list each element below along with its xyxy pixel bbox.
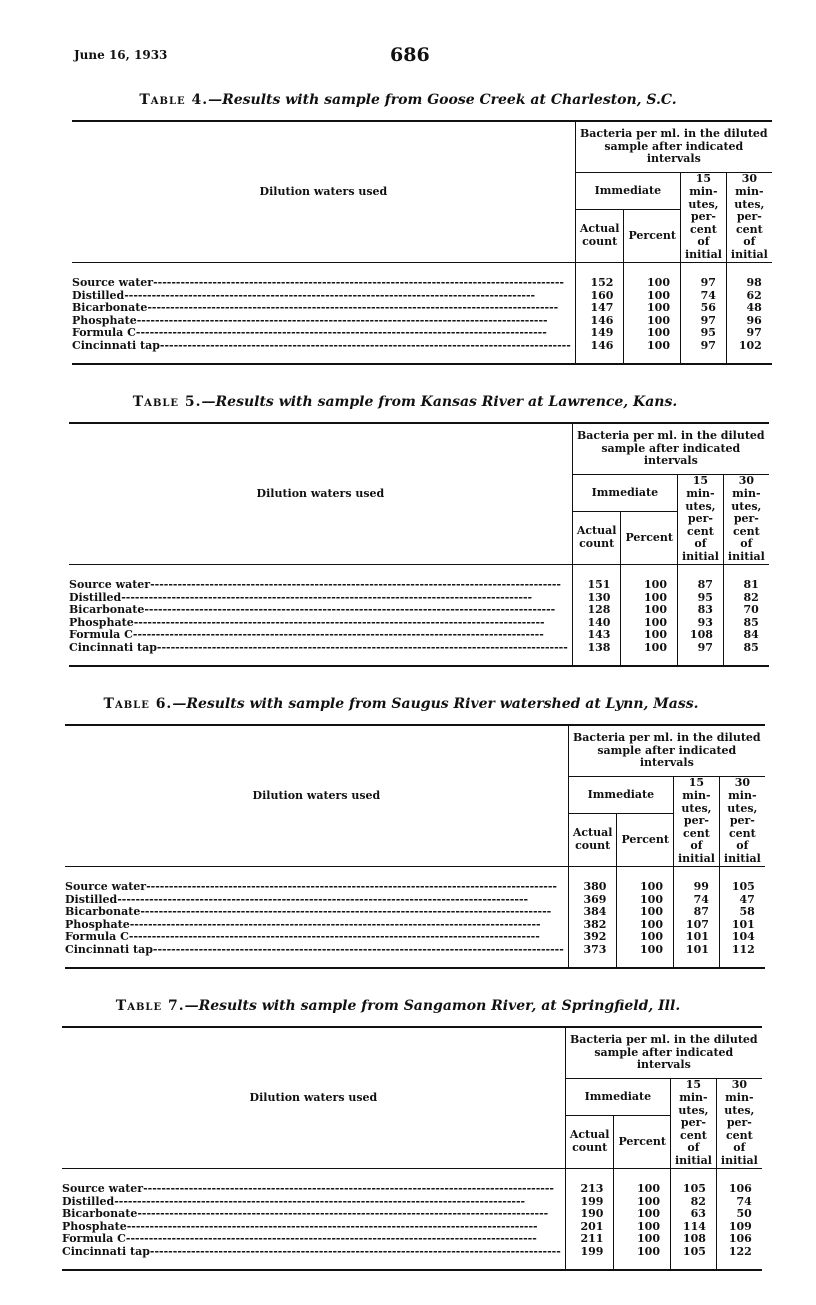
dilution-water-name: Phosphate bbox=[72, 314, 137, 327]
min30-cell: 58 bbox=[719, 906, 764, 919]
immediate-header: Immediate bbox=[575, 173, 680, 210]
row-label bbox=[72, 302, 575, 315]
min30-cell: 98 bbox=[726, 263, 771, 290]
dilution-header: Dilution waters used bbox=[65, 725, 568, 867]
actual-count-cell: 138 bbox=[572, 642, 621, 666]
actual-count-cell: 201 bbox=[565, 1221, 614, 1234]
min30-cell: 81 bbox=[723, 565, 768, 592]
min15-cell: 95 bbox=[677, 592, 723, 605]
actual-count-cell: 143 bbox=[572, 629, 621, 642]
row-label bbox=[65, 906, 568, 919]
min15-header: 15 min-utes, per-cent of initial bbox=[680, 173, 726, 263]
leader-dots: ------------------------------------------------------------------------------------------ bbox=[128, 931, 540, 944]
row-label bbox=[72, 340, 575, 364]
min30-cell: 82 bbox=[723, 592, 768, 605]
leader-dots: ------------------------------------------------------------------------------------------ bbox=[144, 604, 556, 617]
min30-cell: 85 bbox=[723, 642, 768, 666]
table-label: Table 5. bbox=[132, 394, 202, 410]
table-label: Table 7. bbox=[115, 998, 185, 1014]
dilution-water-name: Cincinnati tap bbox=[72, 339, 160, 352]
percent-cell: 100 bbox=[614, 1196, 671, 1209]
actual-count-cell: 160 bbox=[575, 290, 624, 303]
min15-cell: 97 bbox=[680, 315, 726, 328]
actual-count-cell: 130 bbox=[572, 592, 621, 605]
table-row bbox=[72, 263, 772, 290]
min15-cell: 108 bbox=[670, 1233, 716, 1246]
dilution-water-name: Distilled bbox=[62, 1195, 115, 1208]
actual-count-header: Actual count bbox=[568, 814, 617, 867]
row-label bbox=[62, 1196, 565, 1209]
percent-cell: 100 bbox=[617, 867, 674, 894]
dilution-water-name: Formula C bbox=[62, 1233, 126, 1246]
actual-count-cell: 213 bbox=[565, 1169, 614, 1196]
min30-header: 30 min-utes, per-cent of initial bbox=[719, 777, 764, 867]
row-label bbox=[62, 1221, 565, 1234]
row-label bbox=[69, 604, 572, 617]
table-caption bbox=[62, 998, 734, 1014]
min30-cell: 96 bbox=[726, 315, 771, 328]
percent-cell: 100 bbox=[621, 604, 678, 617]
dilution-water-name: Formula C bbox=[72, 327, 136, 340]
min15-cell: 95 bbox=[680, 327, 726, 340]
leader-dots: ------------------------------------------------------------------------------------------ bbox=[137, 1208, 549, 1221]
results-table bbox=[62, 1026, 762, 1271]
percent-cell: 100 bbox=[621, 565, 678, 592]
min30-cell: 74 bbox=[716, 1196, 761, 1209]
min15-cell: 105 bbox=[670, 1169, 716, 1196]
row-label bbox=[62, 1246, 565, 1270]
row-label bbox=[65, 867, 568, 894]
min15-cell: 83 bbox=[677, 604, 723, 617]
row-label bbox=[69, 629, 572, 642]
min15-cell: 101 bbox=[673, 931, 719, 944]
dilution-header: Dilution waters used bbox=[62, 1027, 565, 1169]
leader-dots: ------------------------------------------------------------------------------------------ bbox=[126, 1220, 538, 1233]
row-label bbox=[65, 931, 568, 944]
actual-count-cell: 380 bbox=[568, 867, 617, 894]
row-label bbox=[72, 315, 575, 328]
row-label bbox=[65, 919, 568, 932]
min30-header: 30 min-utes, per-cent of initial bbox=[716, 1079, 761, 1169]
percent-cell: 100 bbox=[614, 1233, 671, 1246]
min30-cell: 112 bbox=[719, 944, 764, 968]
dilution-water-name: Phosphate bbox=[65, 918, 130, 931]
dilution-water-name: Source water bbox=[69, 578, 151, 591]
table-row bbox=[62, 1169, 762, 1196]
percent-cell: 100 bbox=[624, 302, 681, 315]
dilution-water-name: Source water bbox=[72, 276, 154, 289]
percent-cell: 100 bbox=[624, 340, 681, 364]
percent-cell: 100 bbox=[621, 642, 678, 666]
leader-dots: ------------------------------------------------------------------------------------------ bbox=[136, 314, 548, 327]
actual-count-cell: 147 bbox=[575, 302, 624, 315]
min30-cell: 85 bbox=[723, 617, 768, 630]
actual-count-cell: 211 bbox=[565, 1233, 614, 1246]
min15-header: 15 min-utes, per-cent of initial bbox=[670, 1079, 716, 1169]
dilution-header: Dilution waters used bbox=[69, 423, 572, 565]
min15-cell: 105 bbox=[670, 1246, 716, 1270]
min30-cell: 97 bbox=[726, 327, 771, 340]
leader-dots: ------------------------------------------------------------------------------------------ bbox=[150, 578, 561, 591]
leader-dots: ------------------------------------------------------------------------------------------ bbox=[140, 906, 552, 919]
table-title: —Results with sample from Saugus River watershed at Lynn, Mass. bbox=[172, 696, 699, 712]
min30-cell: 70 bbox=[723, 604, 768, 617]
dilution-water-name: Formula C bbox=[69, 629, 133, 642]
row-label bbox=[69, 565, 572, 592]
row-label bbox=[69, 617, 572, 630]
min30-cell: 84 bbox=[723, 629, 768, 642]
table-row bbox=[69, 565, 769, 592]
actual-count-header: Actual count bbox=[565, 1116, 614, 1169]
actual-count-cell: 199 bbox=[565, 1196, 614, 1209]
table-row bbox=[62, 1208, 762, 1221]
min15-cell: 97 bbox=[677, 642, 723, 666]
percent-cell: 100 bbox=[621, 592, 678, 605]
dilution-water-name: Bicarbonate bbox=[69, 604, 145, 617]
leader-dots: ------------------------------------------------------------------------------------------ bbox=[114, 1195, 526, 1208]
table-5-block bbox=[69, 394, 765, 667]
actual-count-cell: 373 bbox=[568, 944, 617, 968]
percent-cell: 100 bbox=[624, 290, 681, 303]
actual-count-cell: 149 bbox=[575, 327, 624, 340]
min30-cell: 109 bbox=[716, 1221, 761, 1234]
actual-count-cell: 384 bbox=[568, 906, 617, 919]
percent-cell: 100 bbox=[614, 1246, 671, 1270]
leader-dots: ------------------------------------------------------------------------------------------ bbox=[152, 943, 564, 956]
immediate-header: Immediate bbox=[565, 1079, 670, 1116]
table-row bbox=[65, 867, 765, 894]
min30-cell: 106 bbox=[716, 1233, 761, 1246]
min15-cell: 56 bbox=[680, 302, 726, 315]
table-title: —Results with sample from Kansas River at Lawrence, Kans. bbox=[201, 394, 678, 410]
table-4-block bbox=[72, 92, 768, 365]
row-label bbox=[72, 290, 575, 303]
leader-dots: ------------------------------------------------------------------------------------------ bbox=[143, 1182, 554, 1195]
min30-cell: 47 bbox=[719, 894, 764, 907]
percent-cell: 100 bbox=[617, 894, 674, 907]
percent-cell: 100 bbox=[614, 1169, 671, 1196]
row-label bbox=[72, 327, 575, 340]
min30-cell: 122 bbox=[716, 1246, 761, 1270]
table-row bbox=[69, 642, 769, 666]
actual-count-cell: 190 bbox=[565, 1208, 614, 1221]
dilution-water-name: Distilled bbox=[69, 591, 122, 604]
table-6-block bbox=[65, 696, 761, 969]
leader-dots: ------------------------------------------------------------------------------------------ bbox=[156, 641, 568, 654]
min30-cell: 102 bbox=[726, 340, 771, 364]
percent-cell: 100 bbox=[614, 1221, 671, 1234]
leader-dots: ------------------------------------------------------------------------------------------ bbox=[135, 327, 547, 340]
percent-cell: 100 bbox=[617, 944, 674, 968]
dilution-water-name: Bicarbonate bbox=[62, 1208, 138, 1221]
percent-cell: 100 bbox=[624, 315, 681, 328]
min15-cell: 82 bbox=[670, 1196, 716, 1209]
actual-count-cell: 128 bbox=[572, 604, 621, 617]
table-caption bbox=[72, 92, 744, 108]
leader-dots: ------------------------------------------------------------------------------------------ bbox=[149, 1245, 561, 1258]
dilution-water-name: Cincinnati tap bbox=[65, 943, 153, 956]
actual-count-cell: 140 bbox=[572, 617, 621, 630]
actual-count-cell: 152 bbox=[575, 263, 624, 290]
percent-header: Percent bbox=[617, 814, 674, 867]
min15-cell: 87 bbox=[673, 906, 719, 919]
min30-header: 30 min-utes, per-cent of initial bbox=[726, 173, 771, 263]
bacteria-header: Bacteria per ml. in the diluted sample after indicated intervals bbox=[572, 423, 768, 475]
min30-cell: 105 bbox=[719, 867, 764, 894]
table-row bbox=[65, 944, 765, 968]
row-label bbox=[65, 894, 568, 907]
dilution-water-name: Cincinnati tap bbox=[69, 641, 157, 654]
table-row bbox=[72, 302, 772, 315]
min30-cell: 104 bbox=[719, 931, 764, 944]
results-table bbox=[69, 422, 769, 667]
table-row bbox=[65, 906, 765, 919]
min15-cell: 107 bbox=[673, 919, 719, 932]
table-title: —Results with sample from Sangamon River, at Springfield, Ill. bbox=[184, 998, 681, 1014]
percent-cell: 100 bbox=[617, 919, 674, 932]
table-caption bbox=[69, 394, 741, 410]
min15-cell: 63 bbox=[670, 1208, 716, 1221]
table-row bbox=[72, 340, 772, 364]
bacteria-header: Bacteria per ml. in the diluted sample after indicated intervals bbox=[565, 1027, 761, 1079]
immediate-header: Immediate bbox=[568, 777, 673, 814]
actual-count-cell: 199 bbox=[565, 1246, 614, 1270]
table-label: Table 6. bbox=[103, 696, 173, 712]
percent-cell: 100 bbox=[624, 263, 681, 290]
min15-cell: 74 bbox=[680, 290, 726, 303]
dilution-water-name: Bicarbonate bbox=[72, 302, 148, 315]
min30-cell: 106 bbox=[716, 1169, 761, 1196]
min15-header: 15 min-utes, per-cent of initial bbox=[673, 777, 719, 867]
results-table bbox=[72, 120, 772, 365]
min15-cell: 114 bbox=[670, 1221, 716, 1234]
table-7-block bbox=[62, 998, 758, 1271]
row-label bbox=[69, 592, 572, 605]
row-label bbox=[69, 642, 572, 666]
leader-dots: ------------------------------------------------------------------------------------------ bbox=[146, 880, 557, 893]
table-caption bbox=[65, 696, 737, 712]
bacteria-header: Bacteria per ml. in the diluted sample after indicated intervals bbox=[568, 725, 764, 777]
row-label bbox=[62, 1233, 565, 1246]
actual-count-header: Actual count bbox=[575, 210, 624, 263]
actual-count-cell: 151 bbox=[572, 565, 621, 592]
percent-cell: 100 bbox=[621, 629, 678, 642]
leader-dots: ------------------------------------------------------------------------------------------ bbox=[124, 289, 536, 302]
min15-cell: 97 bbox=[680, 340, 726, 364]
dilution-water-name: Formula C bbox=[65, 931, 129, 944]
percent-header: Percent bbox=[624, 210, 681, 263]
leader-dots: ------------------------------------------------------------------------------------------ bbox=[117, 893, 529, 906]
percent-cell: 100 bbox=[617, 931, 674, 944]
min15-cell: 97 bbox=[680, 263, 726, 290]
percent-cell: 100 bbox=[624, 327, 681, 340]
min30-cell: 48 bbox=[726, 302, 771, 315]
row-label bbox=[62, 1169, 565, 1196]
leader-dots: ------------------------------------------------------------------------------------------ bbox=[129, 918, 541, 931]
actual-count-cell: 392 bbox=[568, 931, 617, 944]
dilution-water-name: Distilled bbox=[65, 893, 118, 906]
percent-header: Percent bbox=[621, 512, 678, 565]
actual-count-header: Actual count bbox=[572, 512, 621, 565]
leader-dots: ------------------------------------------------------------------------------------------ bbox=[153, 276, 564, 289]
min15-cell: 101 bbox=[673, 944, 719, 968]
min15-header: 15 min-utes, per-cent of initial bbox=[677, 475, 723, 565]
percent-cell: 100 bbox=[621, 617, 678, 630]
dilution-water-name: Source water bbox=[65, 880, 147, 893]
min30-cell: 62 bbox=[726, 290, 771, 303]
leader-dots: ------------------------------------------------------------------------------------------ bbox=[159, 339, 571, 352]
dilution-header: Dilution waters used bbox=[72, 121, 575, 263]
row-label bbox=[72, 263, 575, 290]
dilution-water-name: Cincinnati tap bbox=[62, 1245, 150, 1258]
row-label bbox=[65, 944, 568, 968]
table-row bbox=[69, 604, 769, 617]
row-label bbox=[62, 1208, 565, 1221]
table-title: —Results with sample from Goose Creek at Charleston, S.C. bbox=[208, 92, 677, 108]
dilution-water-name: Source water bbox=[62, 1182, 144, 1195]
min15-cell: 99 bbox=[673, 867, 719, 894]
min30-cell: 101 bbox=[719, 919, 764, 932]
table-row bbox=[62, 1246, 762, 1270]
page-number: 686 bbox=[390, 44, 430, 66]
leader-dots: ------------------------------------------------------------------------------------------ bbox=[132, 629, 544, 642]
min30-cell: 50 bbox=[716, 1208, 761, 1221]
min15-cell: 108 bbox=[677, 629, 723, 642]
percent-cell: 100 bbox=[614, 1208, 671, 1221]
dilution-water-name: Phosphate bbox=[62, 1220, 127, 1233]
min15-cell: 93 bbox=[677, 617, 723, 630]
bacteria-header: Bacteria per ml. in the diluted sample after indicated intervals bbox=[575, 121, 771, 173]
leader-dots: ------------------------------------------------------------------------------------------ bbox=[147, 302, 559, 315]
immediate-header: Immediate bbox=[572, 475, 677, 512]
dilution-water-name: Phosphate bbox=[69, 616, 134, 629]
percent-header: Percent bbox=[614, 1116, 671, 1169]
table-label: Table 4. bbox=[139, 92, 209, 108]
dilution-water-name: Bicarbonate bbox=[65, 906, 141, 919]
min15-cell: 87 bbox=[677, 565, 723, 592]
leader-dots: ------------------------------------------------------------------------------------------ bbox=[133, 616, 545, 629]
min15-cell: 74 bbox=[673, 894, 719, 907]
actual-count-cell: 369 bbox=[568, 894, 617, 907]
percent-cell: 100 bbox=[617, 906, 674, 919]
leader-dots: ------------------------------------------------------------------------------------------ bbox=[121, 591, 533, 604]
actual-count-cell: 146 bbox=[575, 340, 624, 364]
actual-count-cell: 146 bbox=[575, 315, 624, 328]
dilution-water-name: Distilled bbox=[72, 289, 125, 302]
results-table bbox=[65, 724, 765, 969]
page-date: June 16, 1933 bbox=[74, 48, 168, 62]
actual-count-cell: 382 bbox=[568, 919, 617, 932]
min30-header: 30 min-utes, per-cent of initial bbox=[723, 475, 768, 565]
leader-dots: ------------------------------------------------------------------------------------------ bbox=[125, 1233, 537, 1246]
